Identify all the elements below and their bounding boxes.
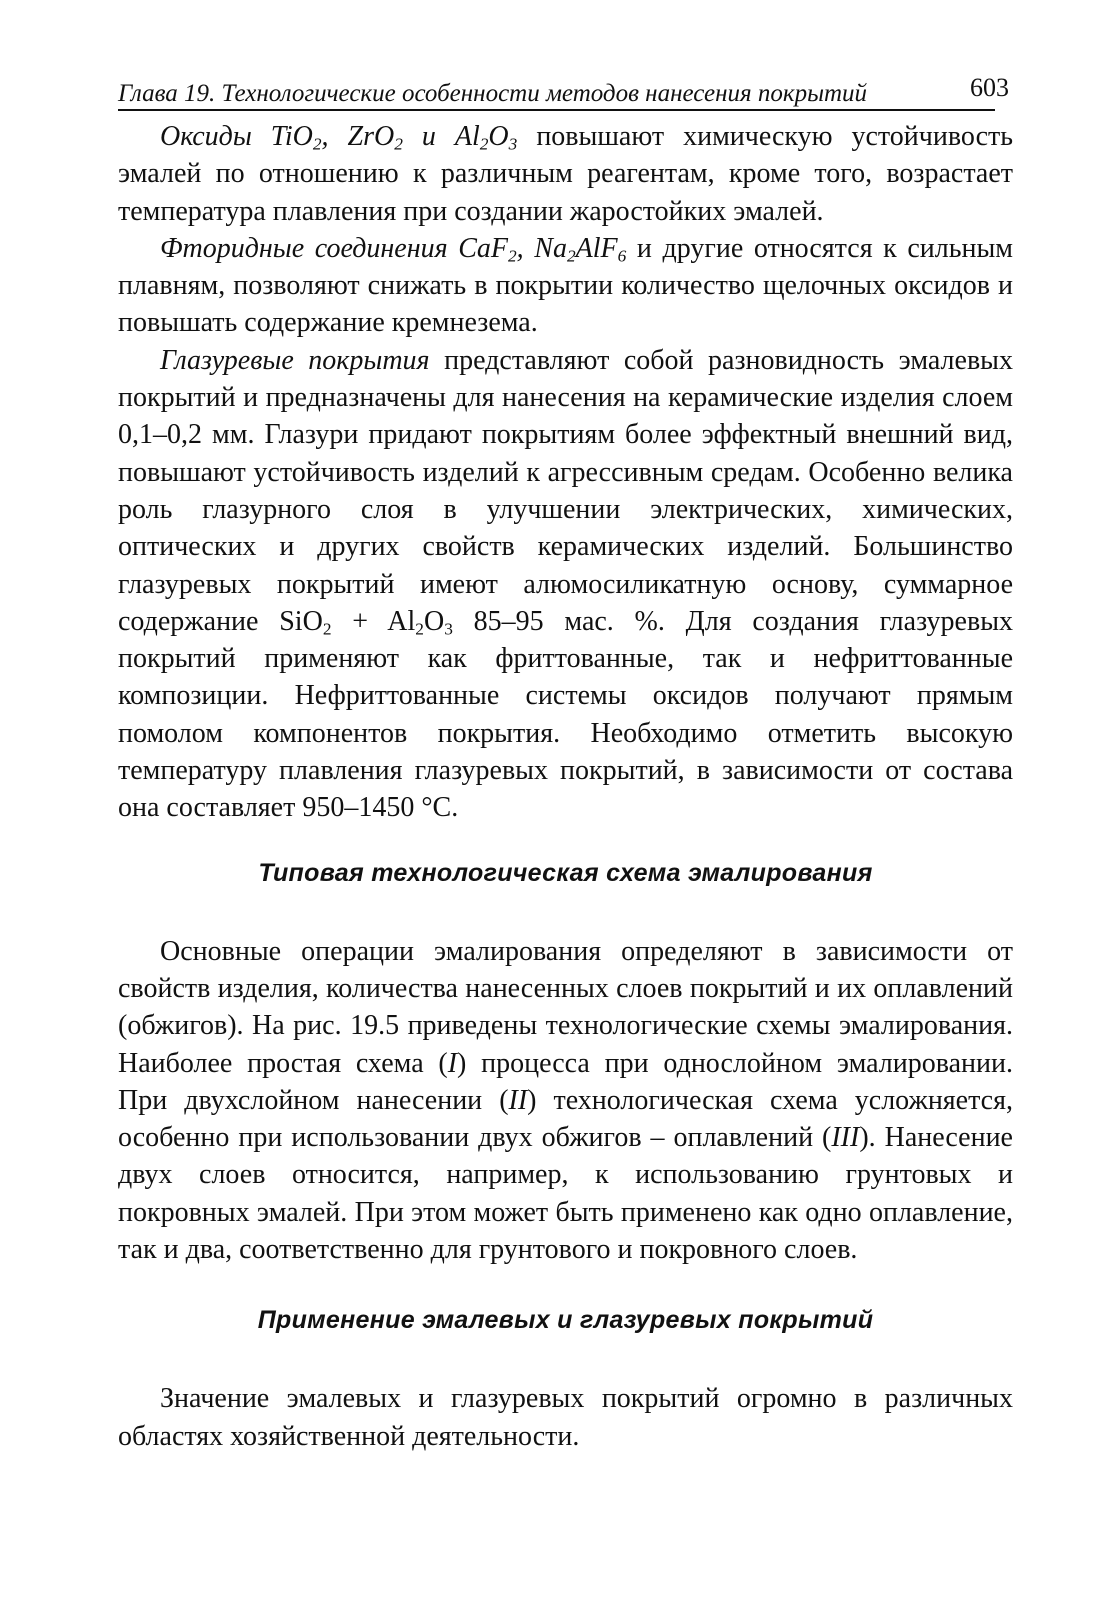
chapter-title: Глава 19. Технологические особенности методов нанесения покрытий (118, 80, 868, 107)
subscript: 2 (507, 246, 517, 266)
paragraph-oxides (118, 118, 1013, 230)
subscript: 2 (312, 134, 322, 154)
roman-numeral: III (831, 1122, 860, 1154)
formula-al2o3: Al (454, 121, 480, 152)
term-label: Фторидные соединения (160, 232, 459, 264)
subscript: 2 (394, 134, 403, 154)
separator: , (516, 232, 535, 264)
subscript: 2 (566, 246, 576, 266)
section-heading-enameling-scheme: Типовая технологическая схема эмалирования (258, 858, 873, 887)
formula-al2o3-o: O (423, 605, 445, 637)
roman-numeral: II (508, 1084, 528, 1116)
paragraph-text: представляют собой разновидность эмалевых покрытий и предназначены для нанесения на керамические изделия слоем 0,1–0,2 мм. Глазури придают покрытиям более эффектный внешний вид, повышают устойчивость изделий к агрессивным средам. Особенно велика роль глазурного слоя в улучшении электрических, химических, оптических и других свойств керамических изделий. Большинство глазуревых покрытий имеют алюмосиликатную основу, суммарное содержание (118, 344, 1013, 637)
paragraph-text: Основные операции эмалирования определяют в зависимости от свойств изделия, количества нанесенных слоев покрытий и их оплавлений (обжигов). На рис. 19.5 приведены технологические схемы эмалирования. Наиболее простая схема ( (118, 935, 1013, 1079)
term-label: Оксиды (160, 121, 271, 152)
subscript: 2 (479, 134, 489, 154)
header-rule (118, 109, 995, 111)
formula-al2o3: Al (387, 605, 416, 637)
roman-numeral: I (447, 1047, 458, 1079)
subscript: 6 (617, 246, 627, 266)
paragraph-glazes (118, 342, 1013, 827)
paragraph-text: 85–95 мас. %. Для создания глазуревых покрытий применяют как фриттованные, так и нефриттованные композиции. Нефриттованные системы оксидов получают прямым помолом компонентов покрытия. Необходимо отметить высокую температуру плавления глазуревых покрытий, в зависимости от состава она составляет 950–1450 °С. (118, 605, 1014, 824)
subscript: 2 (322, 619, 332, 639)
page-number: 603 (970, 73, 1009, 102)
term-oxides (160, 121, 517, 152)
paragraph-text: ). Нанесение двух слоев относится, например, к использованию грунтовых и покровных эмалей. При этом может быть применено как одно оплавление, так и два, соответственно для грунтового и покровного слоев. (118, 1122, 1013, 1266)
formula-sio2: SiO (279, 605, 323, 637)
paragraph-operations (118, 933, 1013, 1269)
paragraph-fluorides (118, 230, 1013, 342)
subscript: 2 (415, 619, 424, 639)
paragraph-text: повышают химическую устойчивость эмалей по отношению к различным реагентам, кроме того, возрастает температура плавления при создании жаростойких эмалей. (118, 121, 1014, 227)
formula-na2alf6-alf: AlF (575, 232, 618, 264)
subscript: 3 (508, 134, 518, 154)
paragraph-text: ) процесса при однослойном эмалировании. При двухслойном нанесении ( (118, 1047, 1013, 1116)
paragraph-importance: Значение эмалевых и глазуревых покрытий огромно в различных областях хозяйственной деятельности. (118, 1383, 1013, 1452)
term-fluorides (160, 233, 626, 264)
formula-na2alf6: Na (534, 232, 567, 264)
formula-al2o3-o: O (488, 121, 509, 152)
formula-zro2: ZrO (347, 121, 395, 152)
formula-caf2: CaF (458, 232, 508, 264)
subscript: 3 (444, 619, 453, 639)
body-text (118, 118, 1013, 1455)
operator: + (331, 605, 388, 637)
separator: , (321, 121, 348, 152)
separator: и (402, 121, 455, 152)
paragraph-text: и другие относятся к сильным плавням, позволяют снижать в покрытии количество щелочных оксидов и повышать содержание кремнезема. (118, 232, 1013, 339)
term-glaze-coatings: Глазуревые покрытия (160, 344, 430, 376)
paragraph-text: ) технологическая схема усложняется, особенно при использовании двух обжигов – оплавлений ( (118, 1084, 1013, 1154)
section-heading-applications: Применение эмалевых и глазуревых покрытий (257, 1306, 874, 1335)
formula-tio2: TiO (270, 121, 313, 152)
